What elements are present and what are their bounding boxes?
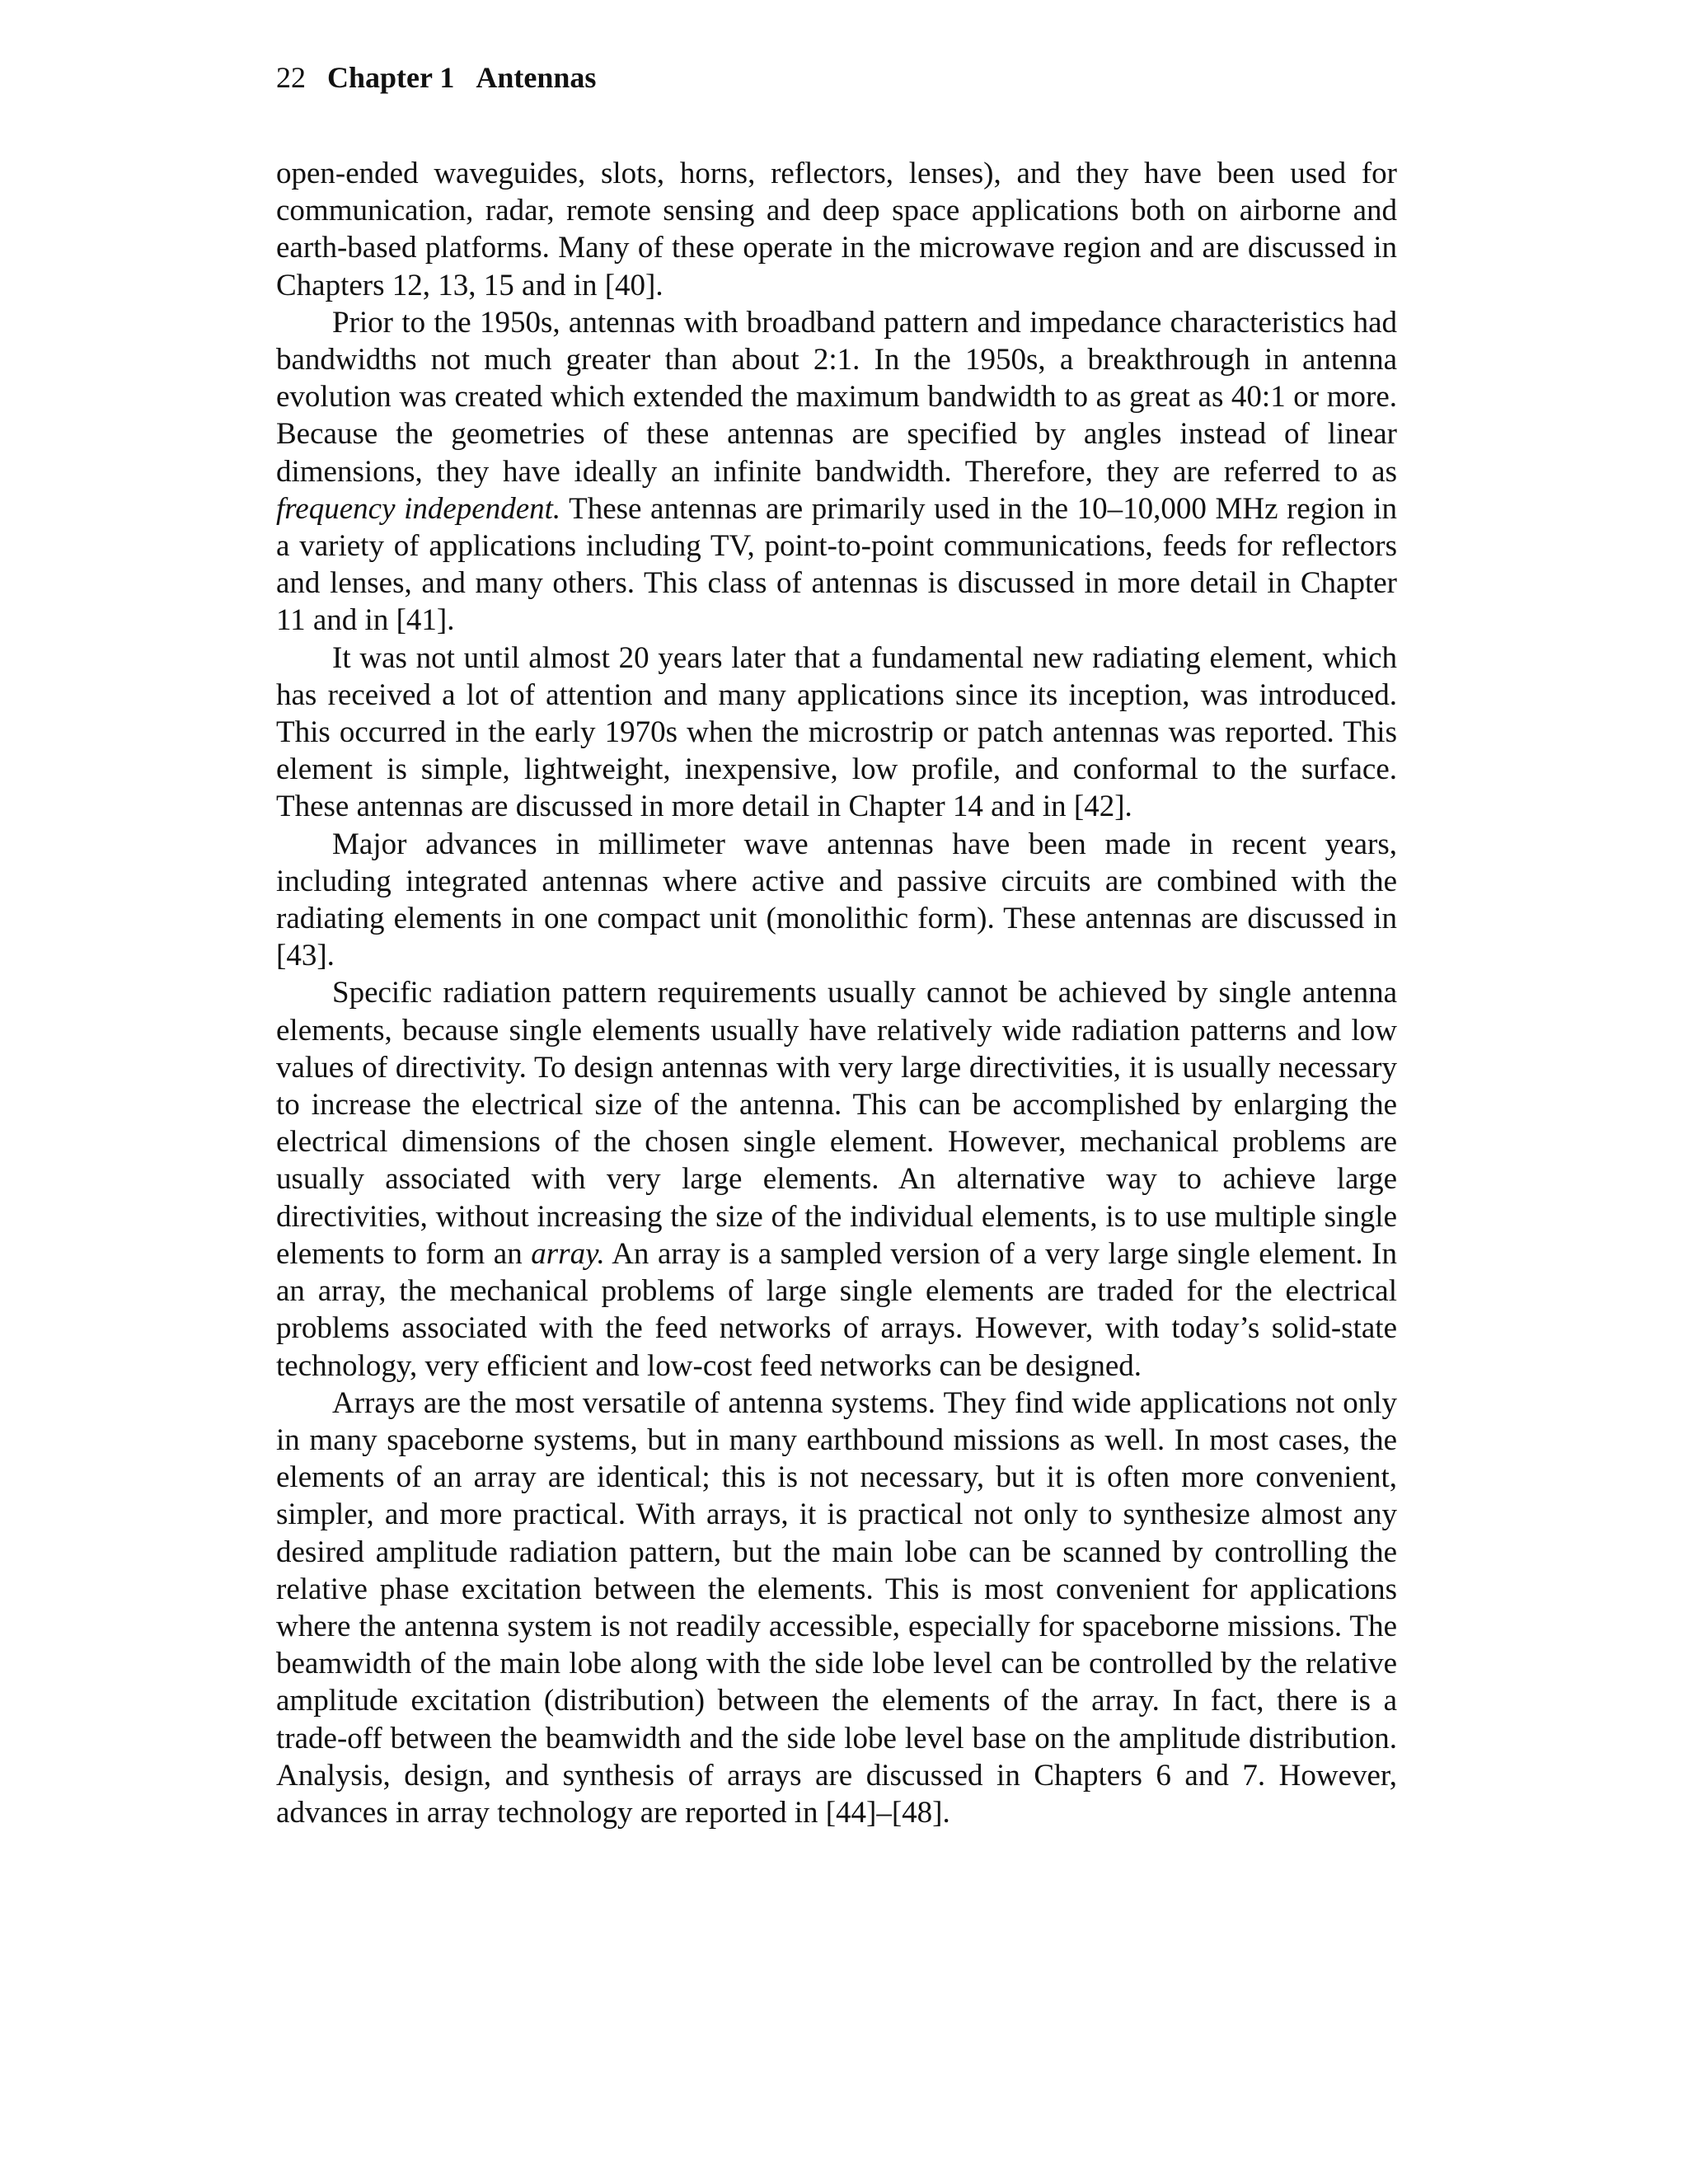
paragraph-text: Prior to the 1950s, antennas with broadband pattern and impedance characteristics had bandwidths not much greater than about 2:1. In the 1950s, a breakthrough in antenna evolution was created which extended the maximum bandwidth to as great as 40:1 or more. Because the geometries of these antennas are specified by angles instead of linear dimensions, they have ideally an infinite bandwidth. Therefore, they are referred to as bbox=[276, 305, 1397, 489]
paragraph-text: An array is a sampled version of a very large single element. In an array, the mechanical problems of large single elements are traded for the electrical problems associated with the feed networks of arrays. However, with today’s solid-state technology, very efficient and low-cost feed networks can be designed. bbox=[276, 1236, 1397, 1383]
emphasis-term: frequency independent. bbox=[276, 491, 561, 526]
paragraph-continued: open-ended waveguides, slots, horns, reflectors, lenses), and they have been used for communication, radar, remote sensing and deep space applications both on airborne and earth-based platforms. Many of these operate in the microwave region and are discussed in Chapters 12, 13, 15 and in [40]. bbox=[276, 157, 1397, 302]
paragraph-arrays-versatile: Arrays are the most versatile of antenna systems. They find wide applications not only in many spaceborne systems, but in many earthbound missions as well. In most cases, the elements of an array are identical; this is not necessary, but it is often more convenient, simpler, and more practical. With arrays, it is practical not only to synthesize almost any desired amplitude radiation pattern, but the main lobe can be scanned by controlling the relative phase excitation between the elements. This is most convenient for applications where the antenna system is not readily accessible, especially for spaceborne missions. The beamwidth of the main lobe along with the side lobe level can be controlled by the relative amplitude excitation (distribution) between the elements of the array. In fact, there is a trade-off between the beamwidth and the side lobe level base on the amplitude distribution. Analysis, design, and synthesis of arrays are discussed in Chapters 6 and 7. However, advances in array technology are reported in [44]–[48]. bbox=[276, 1385, 1397, 1830]
paragraph-microstrip: It was not until almost 20 years later that a fundamental new radiating element, which has received a lot of attention and many applications since its inception, was introduced. This occurred in the early 1970s when the microstrip or patch antennas was reported. This element is simple, lightweight, inexpensive, low profile, and conformal to the surface. These antennas are discussed in more detail in Chapter 14 and in [42]. bbox=[276, 640, 1397, 824]
body-text bbox=[276, 155, 1397, 1831]
chapter-label: Chapter 1 bbox=[327, 61, 455, 94]
paragraph-text: These antennas are primarily used in the 10–10,000 MHz region in a variety of applications including TV, point-to-point communications, feeds for reflectors and lenses, and many others. This class of antennas is discussed in more detail in Chapter 11 and in [41]. bbox=[276, 491, 1398, 638]
paragraph-frequency-independent bbox=[276, 304, 1397, 640]
chapter-title: Antennas bbox=[476, 61, 597, 94]
paragraph-millimeter-wave: Major advances in millimeter wave antennas have been made in recent years, including integrated antennas where active and passive circuits are combined with the radiating elements in one compact unit (monolithic form). These antennas are discussed in [43]. bbox=[276, 827, 1397, 973]
page-number: 22 bbox=[276, 61, 306, 94]
paragraph-text: Specific radiation pattern requirements usually cannot be achieved by single antenna elements, because single elements usually have relatively wide radiation patterns and low values of directivity. To design antennas with very large directivities, it is usually necessary to increase the electrical size of the antenna. This can be accomplished by enlarging the electrical dimensions of the chosen single element. However, mechanical problems are usually associated with very large elements. An alternative way to achieve large directivities, without increasing the size of the individual elements, is to use multiple single elements to form an bbox=[276, 976, 1397, 1271]
emphasis-term: array. bbox=[531, 1236, 605, 1271]
paragraph-array-intro bbox=[276, 974, 1397, 1384]
running-head bbox=[276, 58, 596, 97]
